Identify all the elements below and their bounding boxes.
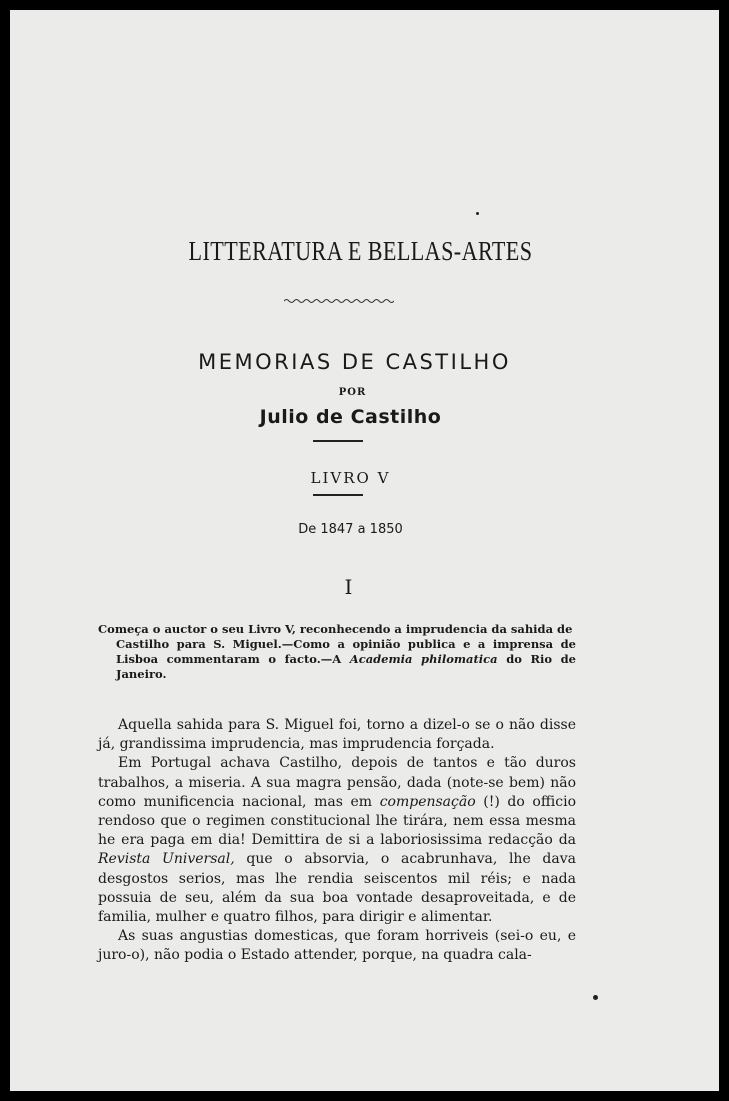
ink-speck xyxy=(476,212,479,215)
italic-term: compensação xyxy=(379,793,476,810)
section-title: LITTERATURA E BELLAS-ARTES xyxy=(188,236,533,266)
summary-tail: do Rio de Janeiro. xyxy=(116,652,576,681)
summary-italic: Academia philomatica xyxy=(349,652,498,666)
paragraph xyxy=(98,754,576,927)
wavy-divider xyxy=(284,297,394,305)
summary-first-line: Começa o auctor o seu Livro V, reconhecendo a imprudencia da sahida de xyxy=(98,622,573,636)
summary-rest xyxy=(98,637,576,682)
author-name: Julio de Castilho xyxy=(259,406,442,428)
article-title: MEMORIAS DE CASTILHO xyxy=(198,350,511,374)
chapter-summary xyxy=(98,622,576,682)
summary-text: Castilho para S. Miguel.—Como a opinião publica e a imprensa de Lisboa commentaram o facto.—A xyxy=(116,637,576,666)
book-label: LIVRO V xyxy=(310,469,391,487)
paragraph-text: que o absorvia, o acabrunhava, lhe dava desgostos serios, mas lhe rendia seiscentos mil réis; e nada possuia de seu, além da sua boa vontade desaproveitada, e de familia, mulher e quatro filhos, para dirigir e alimentar. xyxy=(98,851,576,926)
italic-title: Revista Universal, xyxy=(98,851,235,868)
chapter-number: I xyxy=(344,575,353,599)
paragraph-text: Em Portugal achava Castilho, depois de tantos e tão duros trabalhos, a miseria. A sua magra pensão, dada (note-se bem) não como munificencia nacional, mas em xyxy=(98,755,576,810)
by-label: POR xyxy=(338,387,367,398)
date-range: De 1847 a 1850 xyxy=(298,522,403,537)
paragraph: As suas angustias domesticas, que foram horriveis (sei-o eu, e juro-o), não podia o Estado attender, porque, na quadra cala- xyxy=(98,928,576,964)
divider-rule xyxy=(313,440,363,442)
body-text xyxy=(98,716,576,966)
ink-speck xyxy=(593,995,598,1000)
divider-rule xyxy=(313,494,363,496)
document-page xyxy=(10,10,719,1091)
paragraph-text: (!) do officio rendoso que o regimen constitucional lhe tirára, nem essa mesma he era paga em dia! Demittira de si a laboriosissima redacção da xyxy=(98,793,576,849)
paragraph: Aquella sahida para S. Miguel foi, torno a dizel-o se o não disse já, grandissima imprudencia, mas imprudencia forçada. xyxy=(98,717,576,753)
